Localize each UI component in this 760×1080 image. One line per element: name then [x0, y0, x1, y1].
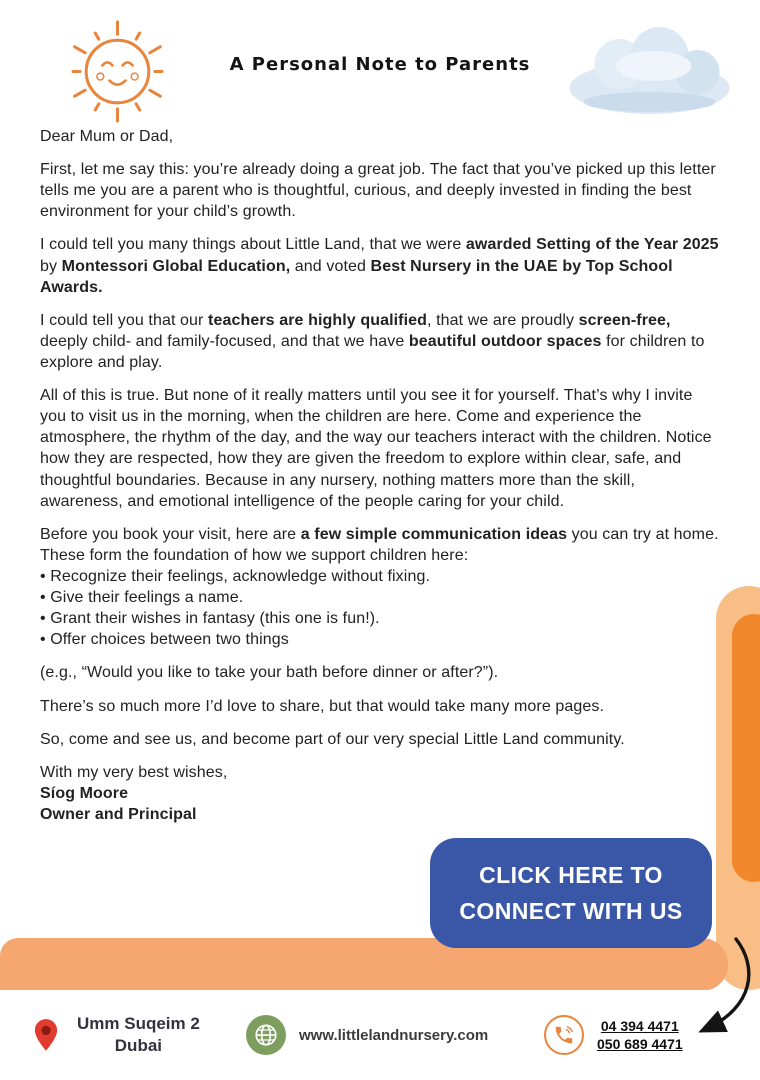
phone-link-1[interactable]: 04 394 4471 — [600, 1018, 679, 1034]
connect-button[interactable] — [430, 838, 712, 948]
website-group — [246, 1015, 488, 1055]
location-line1: Umm Suqeim 2 — [77, 1013, 200, 1033]
connect-button-line2: CONNECT WITH US — [459, 897, 683, 924]
paragraph-awards: I could tell you many things about Little Land, that we were awarded Setting of the Year 2025 by Montessori Global Education, and voted Best Nursery in the UAE by Top School Awards. — [40, 236, 719, 296]
paragraph-invite: So, come and see us, and become part of our very special Little Land community. — [40, 730, 625, 748]
bullet-item: • Recognize their feelings, acknowledge without fixing. — [40, 567, 430, 585]
decoration-right-orange — [732, 614, 760, 882]
cloud-icon — [560, 24, 738, 119]
paragraph-more: There’s so much more I’d love to share, but that would take many more pages. — [40, 697, 605, 715]
location-group — [28, 1013, 200, 1057]
signature-block — [40, 762, 720, 825]
paragraph-intro: First, let me say this: you’re already doing a great job. The fact that you’ve picked up this letter tells me you are a parent who is thoughtful, curious, and deeply invested in finding the best environment for your child’s growth. — [40, 161, 716, 221]
letter-body — [40, 126, 720, 825]
bullet-item: • Offer choices between two things — [40, 631, 289, 649]
paragraph-teachers: I could tell you that our teachers are highly qualified, that we are proudly screen-free, deeply child- and family-focused, and that we have beautiful outdoor spaces for children to explore and play. — [40, 311, 705, 371]
connect-button-line1: CLICK HERE TO — [479, 861, 663, 888]
salutation: Dear Mum or Dad, — [40, 128, 174, 145]
phone-numbers — [597, 1018, 683, 1052]
phone-group — [544, 1015, 683, 1055]
phone-icon — [544, 1015, 584, 1055]
paragraph-visit: All of this is true. But none of it really matters until you see it for yourself. That’s why I invite you to visit us in the morning, when the children are here. Come and experience the atmosphere, the rhythm of the day, and the way our teachers interact with the children. Notice how they are respected, how they are given the freedom to explore within clear, safe, and thoughtful boundaries. Because in any nursery, nothing matters more than the skill, awareness, and emotional intelligence of the people caring for your child. — [40, 387, 712, 510]
bullet-list — [40, 566, 720, 650]
signature-name: Síog Moore — [40, 784, 129, 802]
map-pin-icon — [28, 1013, 64, 1057]
paragraph-example: (e.g., “Would you like to take your bath before dinner or after?”). — [40, 664, 499, 682]
page-title: A Personal Note to Parents — [229, 54, 531, 75]
website-link[interactable]: www.littlelandnursery.com — [299, 1026, 489, 1044]
arrow-to-phone-icon — [682, 933, 760, 1045]
location-line2: Dubai — [114, 1036, 163, 1055]
signature-closing: With my very best wishes, — [40, 763, 228, 781]
bullet-item: • Grant their wishes in fantasy (this one is fun!). — [40, 610, 380, 628]
phone-link-2[interactable]: 050 689 4471 — [597, 1036, 683, 1052]
bullet-item: • Give their feelings a name. — [40, 589, 244, 607]
signature-role: Owner and Principal — [40, 805, 197, 823]
globe-icon — [246, 1015, 286, 1055]
footer — [0, 990, 760, 1080]
paragraph-ideas: Before you book your visit, here are a few simple communication ideas you can try at home. These form the foundation of how we support children here: — [40, 525, 719, 564]
